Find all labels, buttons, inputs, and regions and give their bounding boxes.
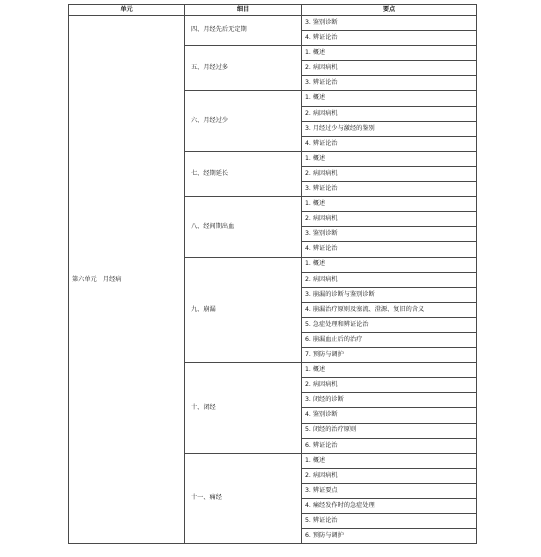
point-cell: 6. 崩漏血止后的治疗 bbox=[302, 332, 477, 347]
item-cell: 十一、痛经 bbox=[185, 453, 302, 544]
point-cell: 1. 概述 bbox=[302, 453, 477, 468]
point-cell: 6. 预防与调护 bbox=[302, 529, 477, 544]
item-cell: 七、经期延长 bbox=[185, 151, 302, 196]
item-cell: 八、经间期出血 bbox=[185, 197, 302, 257]
point-cell: 3. 崩漏的诊断与鉴别诊断 bbox=[302, 287, 477, 302]
syllabus-table bbox=[68, 4, 477, 544]
unit-cell: 第六单元 月经病 bbox=[69, 16, 185, 544]
point-cell: 3. 辨证论治 bbox=[302, 76, 477, 91]
header-point: 要点 bbox=[302, 5, 477, 16]
item-cell: 五、月经过多 bbox=[185, 46, 302, 91]
point-cell: 4. 崩漏治疗原则及塞流、澄源、复旧的含义 bbox=[302, 302, 477, 317]
point-cell: 1. 概述 bbox=[302, 197, 477, 212]
point-cell: 4. 鉴别诊断 bbox=[302, 408, 477, 423]
point-cell: 4. 辨证论治 bbox=[302, 242, 477, 257]
point-cell: 4. 痛经发作时的急症处理 bbox=[302, 499, 477, 514]
header-row bbox=[69, 5, 477, 16]
point-cell: 5. 闭经的治疗原则 bbox=[302, 423, 477, 438]
point-cell: 2. 病因病机 bbox=[302, 378, 477, 393]
table-row bbox=[69, 16, 477, 31]
item-cell: 四、月经先后无定期 bbox=[185, 16, 302, 46]
header-unit: 单元 bbox=[69, 5, 185, 16]
point-cell: 3. 辨证论治 bbox=[302, 182, 477, 197]
point-cell: 1. 概述 bbox=[302, 257, 477, 272]
item-cell: 六、月经过少 bbox=[185, 91, 302, 151]
point-cell: 2. 病因病机 bbox=[302, 212, 477, 227]
point-cell: 3. 鉴别诊断 bbox=[302, 16, 477, 31]
point-cell: 4. 辨证论治 bbox=[302, 136, 477, 151]
point-cell: 5. 辨证论治 bbox=[302, 514, 477, 529]
point-cell: 3. 闭经的诊断 bbox=[302, 393, 477, 408]
point-cell: 3. 辨证要点 bbox=[302, 483, 477, 498]
point-cell: 2. 病因病机 bbox=[302, 468, 477, 483]
table-body bbox=[69, 16, 477, 544]
item-cell: 九、崩漏 bbox=[185, 257, 302, 363]
point-cell: 2. 病因病机 bbox=[302, 166, 477, 181]
point-cell: 1. 概述 bbox=[302, 151, 477, 166]
point-cell: 5. 急症处理和辨证论治 bbox=[302, 317, 477, 332]
point-cell: 3. 鉴别诊断 bbox=[302, 227, 477, 242]
point-cell: 3. 月经过少与激经的鉴别 bbox=[302, 121, 477, 136]
point-cell: 7. 预防与调护 bbox=[302, 348, 477, 363]
item-cell: 十、闭经 bbox=[185, 363, 302, 454]
header-item: 细目 bbox=[185, 5, 302, 16]
point-cell: 1. 概述 bbox=[302, 363, 477, 378]
point-cell: 1. 概述 bbox=[302, 91, 477, 106]
syllabus-page bbox=[68, 4, 476, 544]
point-cell: 2. 病因病机 bbox=[302, 61, 477, 76]
point-cell: 4. 辨证论治 bbox=[302, 31, 477, 46]
point-cell: 1. 概述 bbox=[302, 46, 477, 61]
point-cell: 2. 病因病机 bbox=[302, 272, 477, 287]
point-cell: 6. 辨证论治 bbox=[302, 438, 477, 453]
point-cell: 2. 病因病机 bbox=[302, 106, 477, 121]
